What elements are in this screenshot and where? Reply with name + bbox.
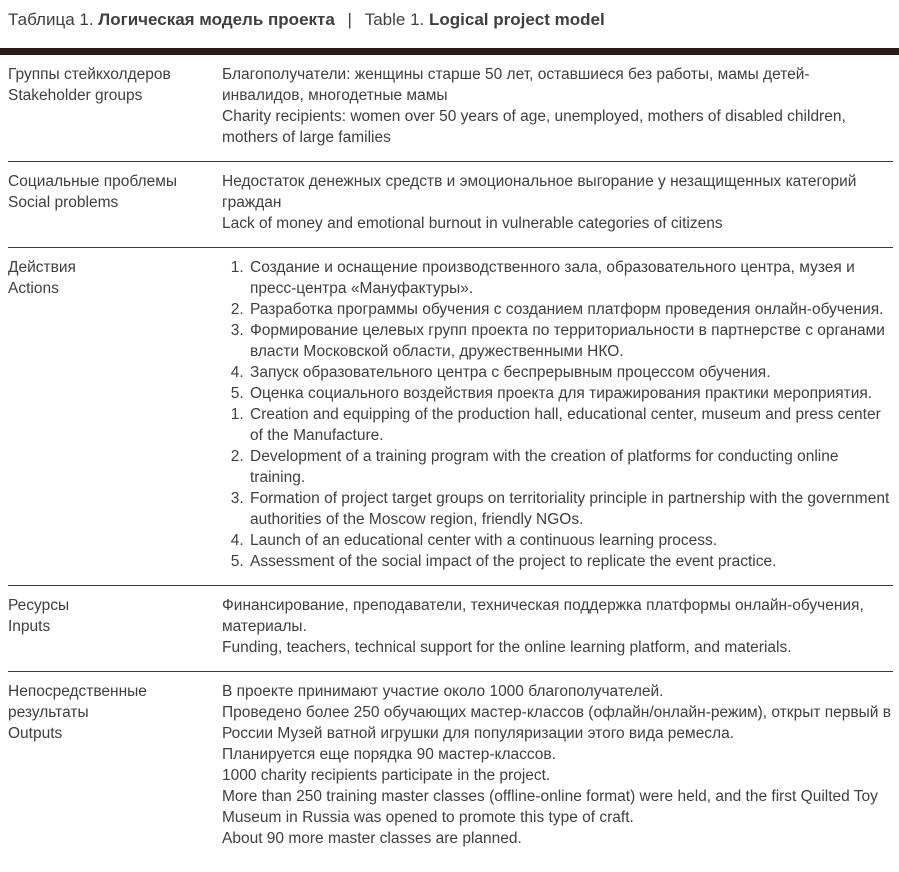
caption-en-title: Logical project model: [428, 10, 605, 29]
content-list: [222, 257, 891, 404]
list-item: 5. Оценка социального воздействия проекта для тиражирования практики мероприятия.: [248, 383, 891, 404]
table-caption: [8, 8, 893, 32]
row-content: [222, 171, 893, 234]
row-header-line: Непосредственные результаты: [8, 683, 147, 721]
row-header: [8, 595, 222, 658]
list-item: 3. Formation of project target groups on territoriality principle in partnership with the government authorities of the Moscow region, friendly NGOs.: [248, 488, 891, 530]
table-row: [8, 671, 893, 862]
caption-ru-label: Таблица 1.: [8, 10, 94, 29]
table-row: [8, 55, 893, 161]
list-item: 3. Формирование целевых групп проекта по территориальности в партнерстве с органами власти Московской области, дружественными НКО.: [248, 320, 891, 362]
row-header-line: Actions: [8, 280, 59, 297]
row-header: [8, 64, 222, 148]
row-header: [8, 681, 222, 849]
table-row: [8, 247, 893, 585]
content-paragraph: More than 250 training master classes (offline-online format) were held, and the first Quilted Toy Museum in Russia was opened to promote this type of craft.: [222, 788, 878, 826]
row-header-line: Inputs: [8, 618, 51, 635]
list-item: 2. Разработка программы обучения с созданием платформ проведения онлайн-обучения.: [248, 299, 891, 320]
table-row: [8, 161, 893, 247]
row-header: [8, 171, 222, 234]
caption-separator: |: [347, 10, 352, 29]
row-header: [8, 257, 222, 572]
table-body: [8, 55, 893, 862]
content-paragraph: В проекте принимают участие около 1000 благополучателей.: [222, 683, 664, 700]
list-item: 4. Launch of an educational center with a continuous learning process.: [248, 530, 891, 551]
content-paragraph: About 90 more master classes are planned.: [222, 830, 522, 847]
list-item: 5. Assessment of the social impact of the project to replicate the event practice.: [248, 551, 891, 572]
row-header-line: Social problems: [8, 194, 119, 211]
row-content: [222, 64, 893, 148]
caption-ru-title: Логическая модель проекта: [98, 10, 335, 29]
table-row: [8, 585, 893, 671]
content-paragraph: 1000 charity recipients participate in the project.: [222, 767, 551, 784]
caption-en-label: Table 1.: [364, 10, 425, 29]
content-paragraph: Funding, teachers, technical support for the online learning platform, and materials.: [222, 639, 792, 656]
list-item: 1. Creation and equipping of the production hall, educational center, museum and press center of the Manufacture.: [248, 404, 891, 446]
row-header-line: Действия: [8, 259, 76, 276]
row-header-line: Stakeholder groups: [8, 87, 143, 104]
table-top-rule: [0, 48, 899, 55]
content-paragraph: Charity recipients: women over 50 years of age, unemployed, mothers of disabled children, mothers of large families: [222, 108, 846, 146]
row-header-line: Социальные проблемы: [8, 173, 177, 190]
content-paragraph: Lack of money and emotional burnout in vulnerable categories of citizens: [222, 215, 723, 232]
content-paragraph: Финансирование, преподаватели, техническая поддержка платформы онлайн-обучения, материалы.: [222, 597, 864, 635]
content-paragraph: Благополучатели: женщины старше 50 лет, оставшиеся без работы, мамы детей-инвалидов, многодетные мамы: [222, 66, 810, 104]
content-list: [222, 404, 891, 572]
content-paragraph: Проведено более 250 обучающих мастер-классов (офлайн/онлайн-режим), открыт первый в России Музей ватной игрушки для популяризации этого вида ремесла.: [222, 704, 891, 742]
row-content: [222, 681, 893, 849]
row-header-line: Outputs: [8, 725, 63, 742]
row-content: [222, 257, 893, 572]
list-item: 1. Создание и оснащение производственного зала, образовательного центра, музея и пресс-центра «Мануфактуры».: [248, 257, 891, 299]
row-content: [222, 595, 893, 658]
content-paragraph: Недостаток денежных средств и эмоциональное выгорание у незащищенных категорий граждан: [222, 173, 857, 211]
list-item: 4. Запуск образовательного центра с беспрерывным процессом обучения.: [248, 362, 891, 383]
row-header-line: Ресурсы: [8, 597, 70, 614]
list-item: 2. Development of a training program with the creation of platforms for conducting online training.: [248, 446, 891, 488]
content-paragraph: Планируется еще порядка 90 мастер-классов.: [222, 746, 556, 763]
row-header-line: Группы стейкхолдеров: [8, 66, 171, 83]
